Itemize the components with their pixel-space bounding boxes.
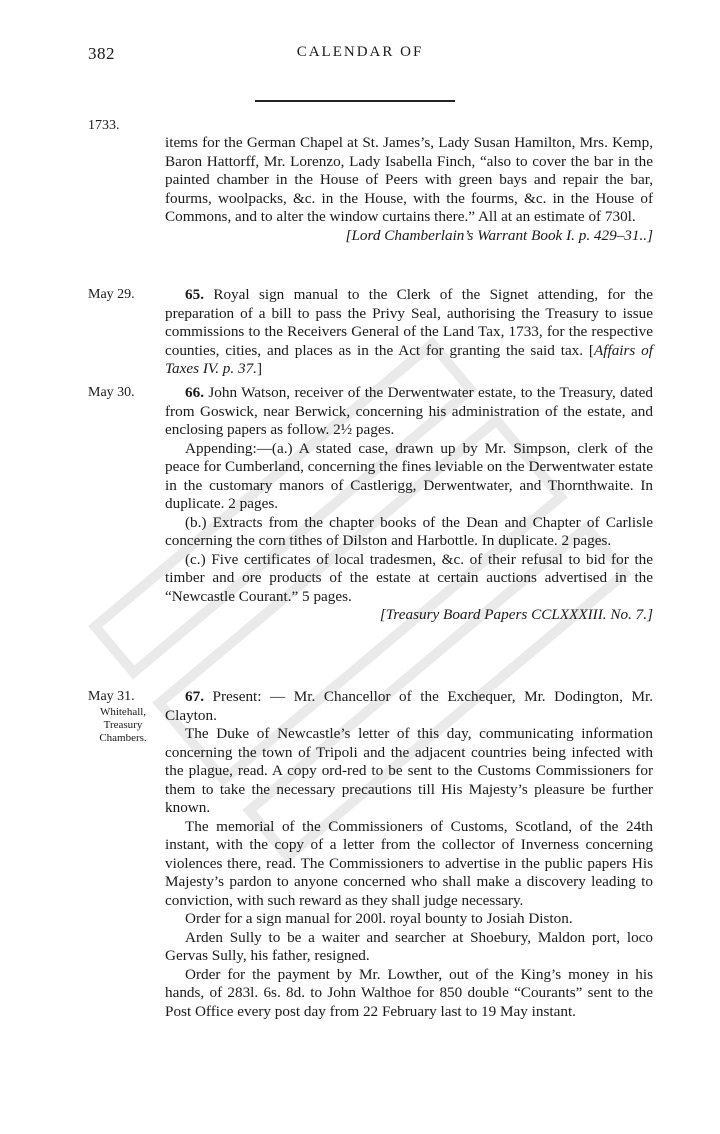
margin-place: Whitehall, Treasury Chambers. xyxy=(99,706,147,744)
entry-paragraph: 66. John Watson, receiver of the Derwentwater estate, to the Treasury, dated from Goswick, near Berwick, concerning his administration of the estate, and enclosing papers as follow. 2½ pages. xyxy=(165,384,653,438)
margin-year: 1733. xyxy=(88,118,120,133)
entry-paragraph: 67. Present: — Mr. Chancellor of the Exchequer, Mr. Dodington, Mr. Clayton. xyxy=(165,688,653,724)
entry-paragraph: Order for a sign manual for 200l. royal bounty to Josiah Diston. xyxy=(185,910,573,927)
entry-paragraph: Arden Sully to be a waiter and searcher at Shoebury, Maldon port, loco Gervas Sully, his father, resigned. xyxy=(165,928,653,964)
entry-paragraph: Appending:—(a.) A stated case, drawn up by Mr. Simpson, clerk of the peace for Cumberland, concerning the fines leviable on the Derwentwater estate in the customary manors of Castlerigg, Derwentwater, and Thornthwaite. In duplicate. 2 pages. xyxy=(165,439,653,512)
entry-paragraph: 65. Royal sign manual to the Clerk of the Signet attending, for the preparation of a bill to pass the Privy Seal, authorising the Treasury to issue commissions to the Receivers General of the Land Tax, 1733, for the respective counties, cities, and places as in the Act for granting the said tax. [Affairs of Taxes IV. p. 37.] xyxy=(165,286,653,377)
entry-paragraph: (c.) Five certificates of local tradesmen, &c. of their refusal to bid for the timber and ore products of the estate at certain auctions advertised in the “Newcastle Courant.” 5 pages. xyxy=(165,550,653,605)
margin-date: May 31. xyxy=(88,689,135,704)
header-rule xyxy=(255,100,455,102)
entry-number: 66. xyxy=(185,384,204,401)
entry-67 xyxy=(165,688,653,1021)
entry-paragraph: The Duke of Newcastle’s letter of this day, communicating information concerning the town of Tripoli and the adjacent countries being infected with the plague, read. A copy ord-red to be sent to the Customs Commissioners for them to take the necessary precautions till His Majesty’s pleasure be further known. xyxy=(165,725,653,816)
margin-date: May 29. xyxy=(88,287,135,302)
entry-paragraph: The memorial of the Commissioners of Customs, Scotland, of the 24th instant, with the copy of a letter from the collector of Inverness concerning violences there, read. The Commissioners to advertise in the public papers His Majesty’s pardon to anyone concerned who shall make a discovery leading to conviction, with such reward as they shall judge necessary. xyxy=(165,817,653,909)
entry-paragraph: items for the German Chapel at St. James’s, Lady Susan Hamilton, Mrs. Kemp, Baron Hattorff, Mr. Lorenzo, Lady Isabella Finch, “also to cover the bar in the painted chamber in the House of Peers with green bays and repair the bar, fourms, woolpacks, &c. in the House, with the fourms, &c. in the House of Commons, and to alter the window curtains there.” All at an estimate of 730l. xyxy=(165,134,653,225)
running-title: CALENDAR OF xyxy=(296,44,424,60)
entry-continuation xyxy=(165,134,653,245)
entry-paragraph: (b.) Extracts from the chapter books of the Dean and Chapter of Carlisle concerning the corn tithes of Dilston and Harbottle. In duplicate. 2 pages. xyxy=(165,513,653,549)
entry-paragraph: Order for the payment by Mr. Lowther, out of the King’s money in his hands, of 283l. 6s. 8d. to John Walthoe for 850 double “Courants” sent to the Post Office every post day from 22 February last to 19 May instant. xyxy=(165,965,653,1020)
source-citation: [Treasury Board Papers CCLXXXIII. No. 7.] xyxy=(379,606,653,623)
margin-date: May 30. xyxy=(88,385,135,400)
entry-65 xyxy=(165,286,653,379)
entry-number: 65. xyxy=(185,286,204,303)
source-citation: Affairs of Taxes IV. p. 37. xyxy=(165,341,653,377)
entry-number: 67. xyxy=(185,688,204,705)
entry-66 xyxy=(165,384,653,625)
page-number: 382 xyxy=(88,44,115,63)
source-citation: [Lord Chamberlain’s Warrant Book I. p. 429–31..] xyxy=(345,226,653,244)
